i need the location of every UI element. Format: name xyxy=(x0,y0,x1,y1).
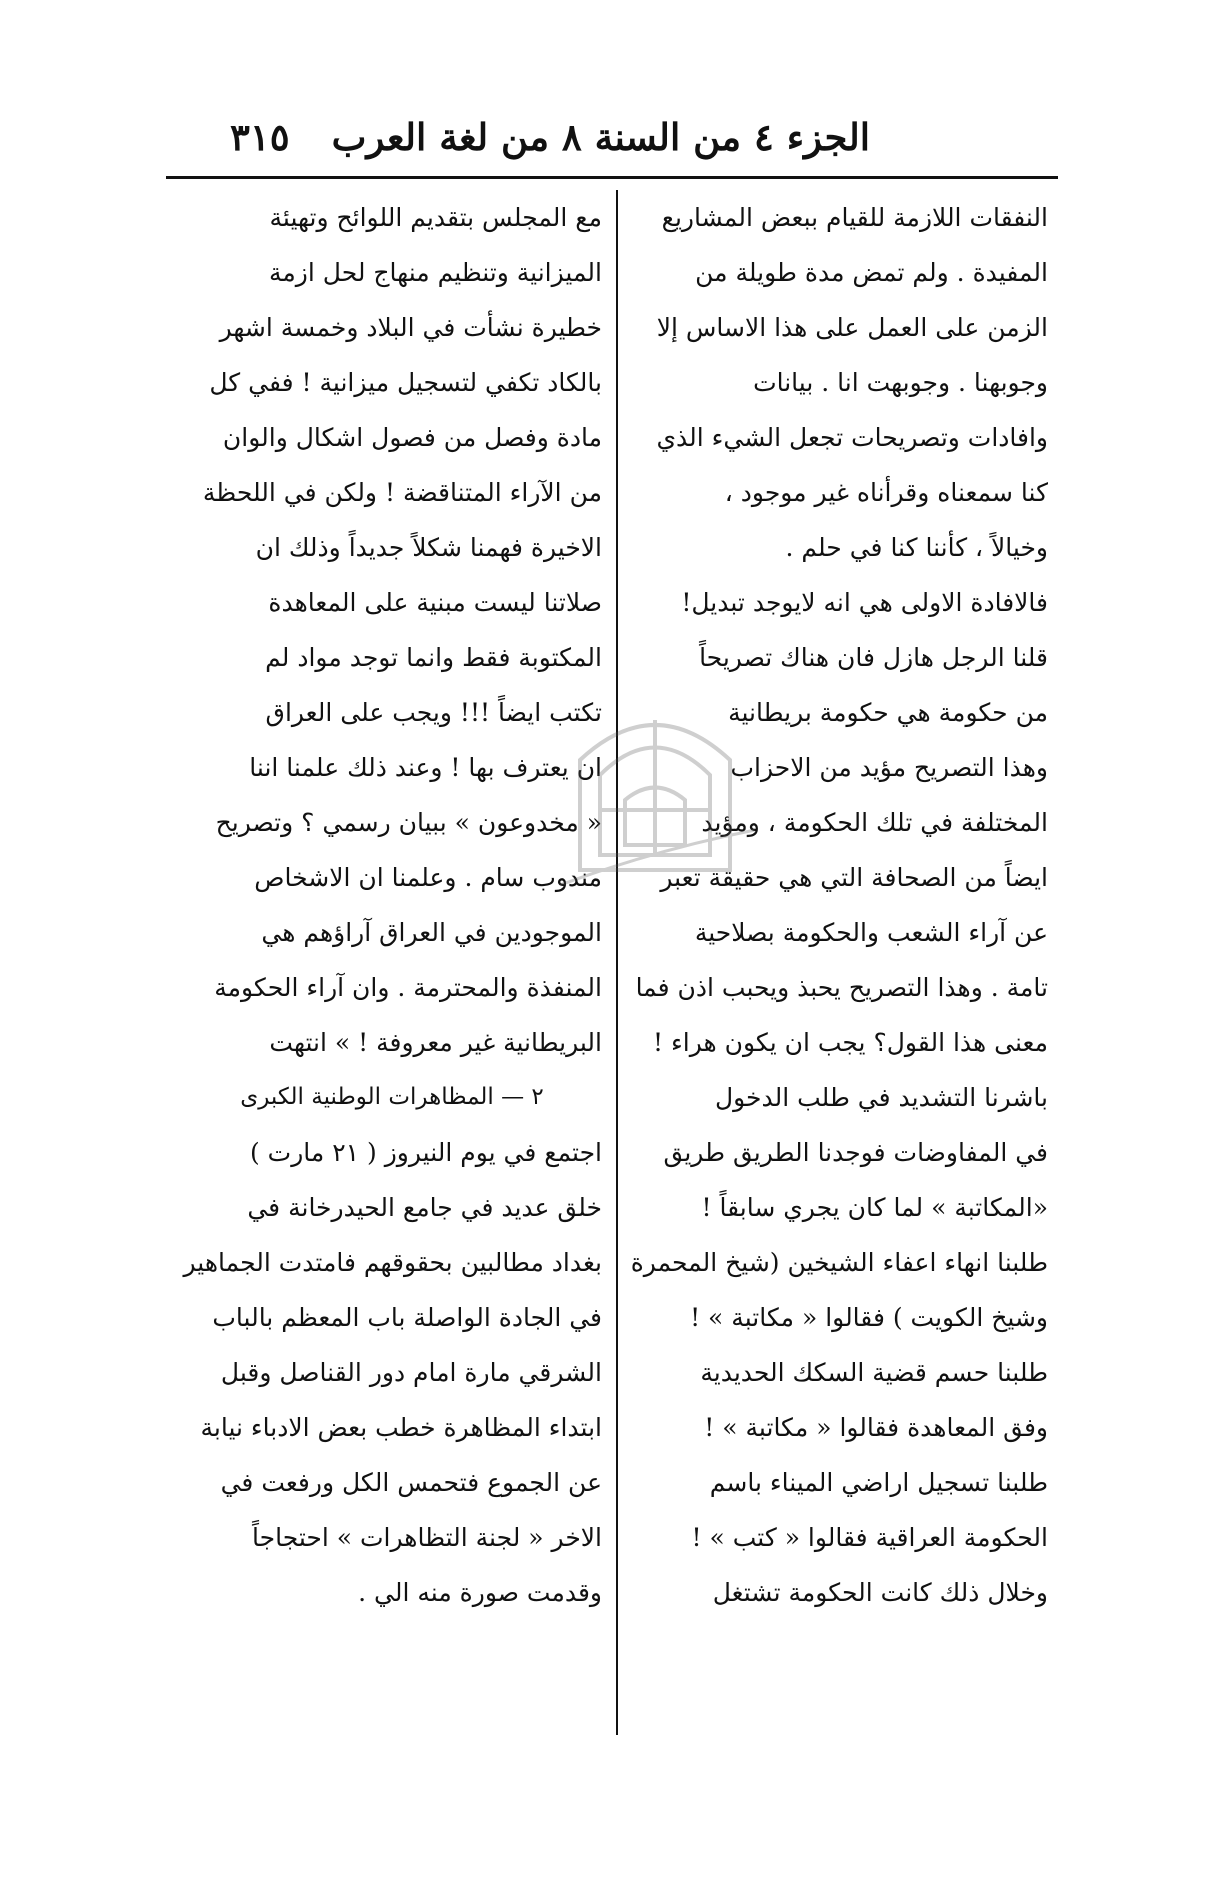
text-line: في الجادة الواصلة باب المعظم بالباب xyxy=(212,1303,602,1332)
text-line: وفق المعاهدة فقالوا « مكاتبة » ! xyxy=(704,1413,1048,1442)
text-line: الميزانية وتنظيم منهاج لحل ازمة xyxy=(269,258,602,287)
text-line: المختلفة في تلك الحكومة ، ومؤيد xyxy=(701,808,1048,837)
text-line: وجوبهنا . وجوبهت انا . بيانات xyxy=(753,368,1048,397)
text-line: « مخدوعون » ببيان رسمي ؟ وتصريح xyxy=(215,808,602,837)
text-line: بالكاد تكفي لتسجيل ميزانية ! ففي كل xyxy=(209,368,602,397)
column-divider xyxy=(616,190,618,1735)
text-line: طلبنا حسم قضية السكك الحديدية xyxy=(700,1358,1048,1387)
text-line: من الآراء المتناقضة ! ولكن في اللحظة xyxy=(202,478,602,507)
text-line: الموجودين في العراق آراؤهم هي xyxy=(261,918,602,947)
text-line: مادة وفصل من فصول اشكال والوان xyxy=(222,423,602,452)
page-number: ٣١٥ xyxy=(230,115,290,159)
text-line: وخيالاً ، كأننا كنا في حلم . xyxy=(785,533,1048,562)
text-line: طلبنا تسجيل اراضي الميناء باسم xyxy=(709,1468,1048,1497)
text-line: قلنا الرجل هازل فان هناك تصريحاً xyxy=(699,643,1048,672)
text-line: الزمن على العمل على هذا الاساس إلا xyxy=(656,313,1048,342)
text-line: الاخيرة فهمنا شكلاً جديداً وذلك ان xyxy=(255,533,602,562)
text-line: تامة . وهذا التصريح يحبذ ويحبب اذن فما xyxy=(635,973,1048,1002)
text-line: خلق عديد في جامع الحيدرخانة في xyxy=(247,1193,602,1222)
text-line: باشرنا التشديد في طلب الدخول xyxy=(714,1083,1048,1112)
text-line: ايضاً من الصحافة التي هي حقيقة تعبر xyxy=(660,863,1048,892)
text-line: وخلال ذلك كانت الحكومة تشتغل xyxy=(712,1578,1048,1607)
text-line: اجتمع في يوم النيروز ( ٢١ مارت ) xyxy=(249,1138,602,1167)
text-line: المنفذة والمحترمة . وان آراء الحكومة xyxy=(214,973,602,1002)
text-line: ابتداء المظاهرة خطب بعض الادباء نيابة xyxy=(200,1413,602,1442)
text-line: الحكومة العراقية فقالوا « كتب » ! xyxy=(691,1523,1048,1552)
text-line: تكتب ايضاً !!! ويجب على العراق xyxy=(265,698,602,727)
text-line: عن آراء الشعب والحكومة بصلاحية xyxy=(694,918,1048,947)
text-line: وافادات وتصريحات تجعل الشيء الذي xyxy=(656,423,1048,452)
text-line: البريطانية غير معروفة ! » انتهت xyxy=(269,1028,602,1057)
text-line: ان يعترف بها ! وعند ذلك علمنا اننا xyxy=(249,753,602,782)
header-rule xyxy=(166,176,1058,179)
text-line: في المفاوضات فوجدنا الطريق طريق xyxy=(663,1138,1048,1167)
running-title: الجزء ٤ من السنة ٨ من لغة العرب xyxy=(331,115,870,159)
text-line: الشرقي مارة امام دور القناصل وقبل xyxy=(220,1358,602,1387)
text-line: وهذا التصريح مؤيد من الاحزاب xyxy=(730,753,1048,782)
library-stamp-icon xyxy=(540,680,770,910)
text-line: مع المجلس بتقديم اللوائح وتهيئة xyxy=(269,203,602,232)
text-line: طلبنا انهاء اعفاء الشيخين (شيخ المحمرة xyxy=(630,1248,1048,1277)
text-line: عن الجموع فتحمس الكل ورفعت في xyxy=(220,1468,602,1497)
text-line: المفيدة . ولم تمض مدة طويلة من xyxy=(695,258,1048,287)
text-line: النفقات اللازمة للقيام ببعض المشاريع xyxy=(661,203,1048,232)
text-line: من حكومة هي حكومة بريطانية xyxy=(728,698,1048,727)
text-line: وشيخ الكويت ) فقالوا « مكاتبة » ! xyxy=(690,1303,1048,1332)
text-line: فالافادة الاولى هي انه لايوجد تبديل! xyxy=(681,588,1048,617)
page-header xyxy=(230,112,870,172)
text-line: وقدمت صورة منه الي . xyxy=(358,1578,602,1607)
text-line: معنى هذا القول؟ يجب ان يكون هراء ! xyxy=(653,1028,1048,1057)
left-column xyxy=(182,190,602,1620)
text-line: صلاتنا ليست مبنية على المعاهدة xyxy=(268,588,602,617)
section-heading: ٢ — المظاهرات الوطنية الكبرى xyxy=(240,1084,544,1110)
text-line: المكتوبة فقط وانما توجد مواد لم xyxy=(265,643,602,672)
text-line: مندوب سام . وعلمنا ان الاشخاص xyxy=(254,863,602,892)
text-line: خطيرة نشأت في البلاد وخمسة اشهر xyxy=(219,313,602,342)
text-line: الاخر « لجنة التظاهرات » احتجاجاً xyxy=(252,1523,602,1552)
text-line: «المكاتبة » لما كان يجري سابقاً ! xyxy=(701,1193,1048,1222)
text-line: بغداد مطالبين بحقوقهم فامتدت الجماهير xyxy=(183,1248,602,1277)
text-line: كنا سمعناه وقرأناه غير موجود ، xyxy=(724,478,1048,507)
